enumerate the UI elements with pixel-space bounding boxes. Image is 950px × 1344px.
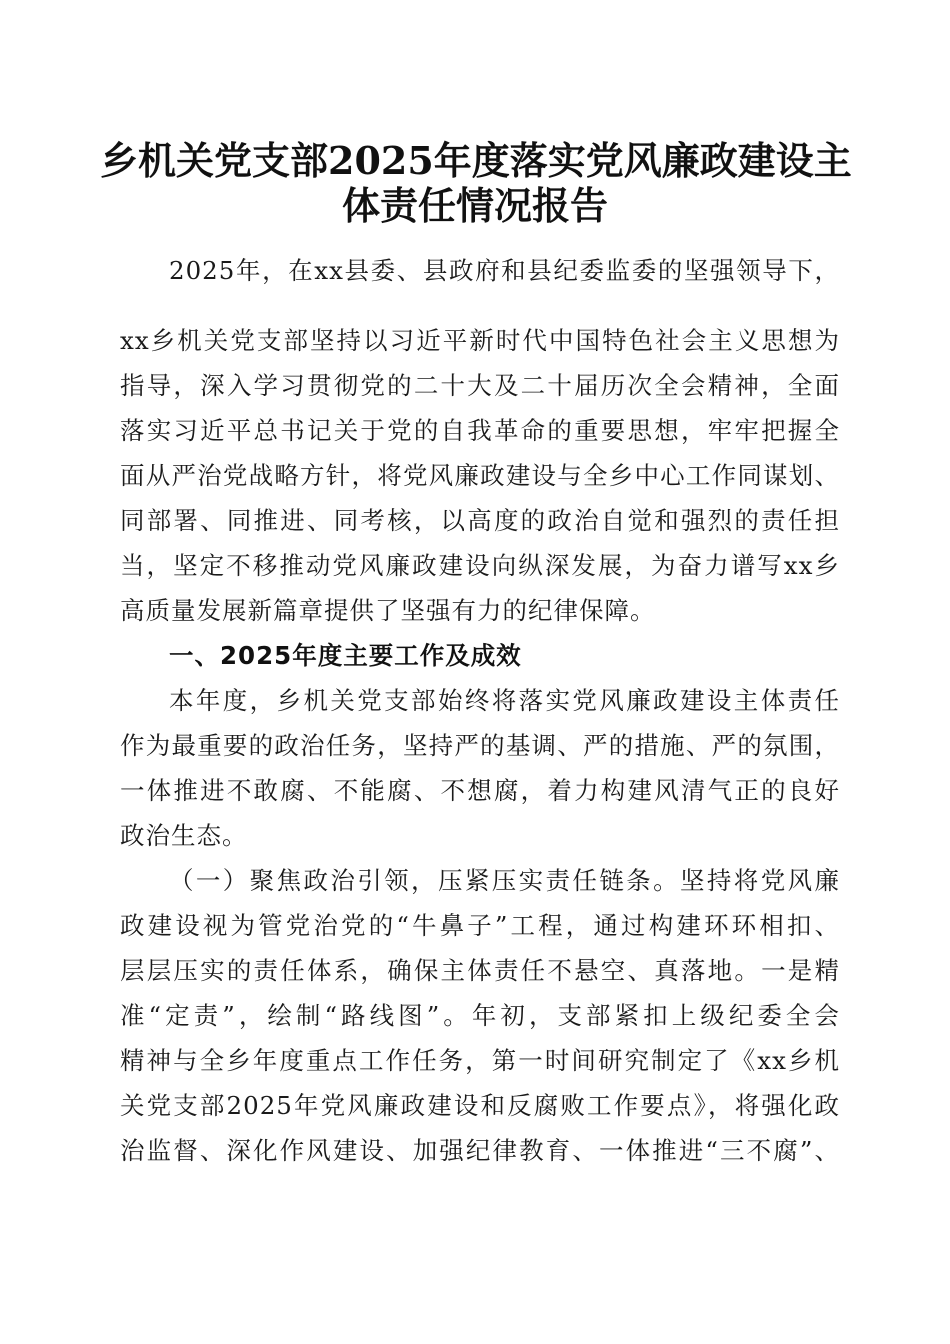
paragraph-3-line: 准“定责”，绘制“路线图”。年初，支部紧扣上级纪委全会 — [120, 1001, 840, 1030]
paragraph-1-line: 2025年，在xx县委、县政府和县纪委监委的坚强领导下， — [169, 256, 840, 285]
paragraph-3-line: 治监督、深化作风建设、加强纪律教育、一体推进“三不腐”、 — [120, 1136, 840, 1165]
paragraph-3-line: 层层压实的责任体系，确保主体责任不悬空、真落地。一是精 — [120, 956, 840, 985]
paragraph-1-line: 面从严治党战略方针，将党风廉政建设与全乡中心工作同谋划、 — [120, 461, 840, 490]
paragraph-2-line: 本年度，乡机关党支部始终将落实党风廉政建设主体责任 — [169, 686, 840, 715]
paragraph-3-line: 精神与全乡年度重点工作任务，第一时间研究制定了《xx乡机 — [120, 1046, 840, 1075]
paragraph-1-line: xx乡机关党支部坚持以习近平新时代中国特色社会主义思想为 — [120, 326, 840, 355]
paragraph-1-line: 高质量发展新篇章提供了坚强有力的纪律保障。 — [120, 596, 656, 625]
document-title-line-2: 体责任情况报告 — [341, 183, 608, 228]
paragraph-2-line: 政治生态。 — [120, 821, 248, 850]
paragraph-1-line: 同部署、同推进、同考核，以高度的政治自觉和强烈的责任担 — [120, 506, 840, 535]
paragraph-2-line: 作为最重要的政治任务，坚持严的基调、严的措施、严的氛围， — [120, 731, 840, 760]
paragraph-1-line: 指导，深入学习贯彻党的二十大及二十届历次全会精神，全面 — [120, 371, 840, 400]
paragraph-2-line: 一体推进不敢腐、不能腐、不想腐，着力构建风清气正的良好 — [120, 776, 840, 805]
paragraph-3-line: 政建设视为管党治党的“牛鼻子”工程，通过构建环环相扣、 — [120, 911, 840, 940]
paragraph-1-line: 当，坚定不移推动党风廉政建设向纵深发展，为奋力谱写xx乡 — [120, 551, 840, 580]
section-1-heading: 一、2025年度主要工作及成效 — [169, 641, 522, 670]
paragraph-1-line: 落实习近平总书记关于党的自我革命的重要思想，牢牢把握全 — [120, 416, 840, 445]
paragraph-3-line: （一）聚焦政治引领，压紧压实责任链条。坚持将党风廉 — [169, 866, 840, 895]
paragraph-3-line: 关党支部2025年党风廉政建设和反腐败工作要点》，将强化政 — [120, 1091, 840, 1120]
document-title-line-1: 乡机关党支部2025年度落实党风廉政建设主 — [100, 138, 852, 183]
